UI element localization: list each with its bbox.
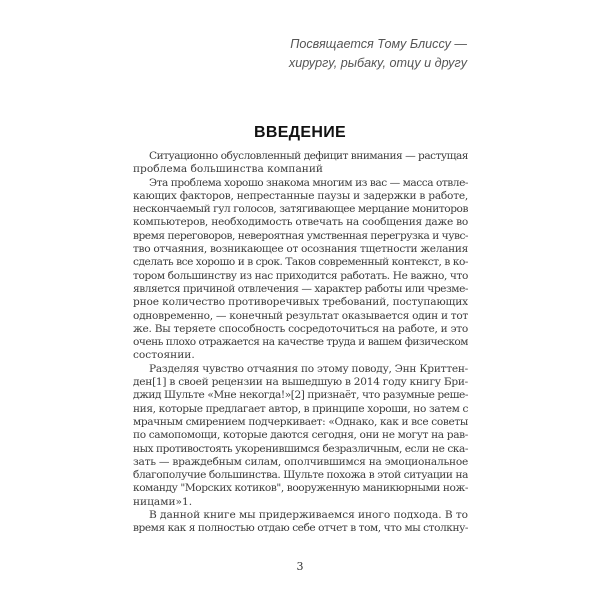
text-line: проблема большинства компаний [133, 163, 323, 176]
text-line: нескончаемый гул голосов, затягивающее мерцание мониторов [133, 203, 468, 216]
text-line: мрачным смирением подчеркивает: «Однако, как и все советы [133, 415, 468, 428]
text-line: время переговоров, невероятная умственная перегрузка и чувс- [133, 229, 468, 242]
text-line: сделать все хорошо и в срок. Таков современный контекст, в ко- [133, 256, 468, 269]
text-line: команду "Морских котиков", вооруженную маникюрными нож- [133, 482, 468, 495]
text-line: же. Вы теряете способность сосредоточиться на работе, и это [133, 322, 468, 335]
text-line: рное количество противоречивых требований, поступающих [133, 296, 468, 309]
text-line: джид Шульте «Мне некогда!»[2] признаёт, что разумные реше- [133, 389, 468, 402]
text-line: благополучие большинства. Шульте похожа в этой ситуации на [133, 469, 468, 482]
text-line: ных противостоять укоренившимся безразличным, если не ска- [133, 442, 468, 455]
text-line: время как я полностью отдаю себе отчет в том, что мы столкну- [133, 522, 468, 535]
text-line: компьютеров, необходимость отвечать на сообщения даже во [133, 216, 468, 229]
page-number: 3 [296, 560, 304, 573]
text-line: является причиной отвлечения — характер работы или чрезме- [133, 282, 468, 295]
body-text [133, 150, 468, 536]
text-line: Ситуационно обусловленный дефицит внимания — растущая [149, 150, 468, 162]
epigraph-line-2: хирургу, рыбаку, отцу и другу [288, 56, 467, 70]
text-line: одновременно, — конечный результат оказывается один и тот [133, 309, 468, 322]
text-line: зать — враждебным силам, ополчившимся на эмоциональное [133, 455, 468, 468]
text-line: тво отчаяния, возникающее от осознания тщетности желания [133, 243, 468, 256]
text-line: очень плохо отражается на качестве труда и вашем физическом [133, 336, 468, 349]
text-line: В данной книге мы придерживаемся иного подхода. В то [149, 509, 468, 522]
text-line: тором большинству из нас приходится работать. Не важно, что [133, 269, 468, 282]
text-line: по самопомощи, которые даются сегодня, они не могут на рав- [133, 429, 468, 442]
epigraph [289, 35, 467, 73]
text-line: ницами»1. [133, 495, 193, 508]
epigraph-line-1: Посвящается Тому Блиссу — [290, 37, 467, 51]
text-line: состоянии. [133, 349, 195, 362]
text-line: Разделяя чувство отчаяния по этому поводу, Энн Криттен- [149, 362, 468, 375]
text-line: Эта проблема хорошо знакома многим из вас — масса отвле- [149, 176, 468, 189]
chapter-title: ВВЕДЕНИЕ [254, 124, 346, 141]
text-line: ния, которые предлагает автор, в принципе хороши, но затем с [133, 402, 468, 415]
text-line: ден[1] в своей рецензии на вышедшую в 2014 году книгу Бри- [133, 376, 468, 389]
text-line: кающих факторов, непрестанные паузы и задержки в работе, [133, 189, 468, 202]
